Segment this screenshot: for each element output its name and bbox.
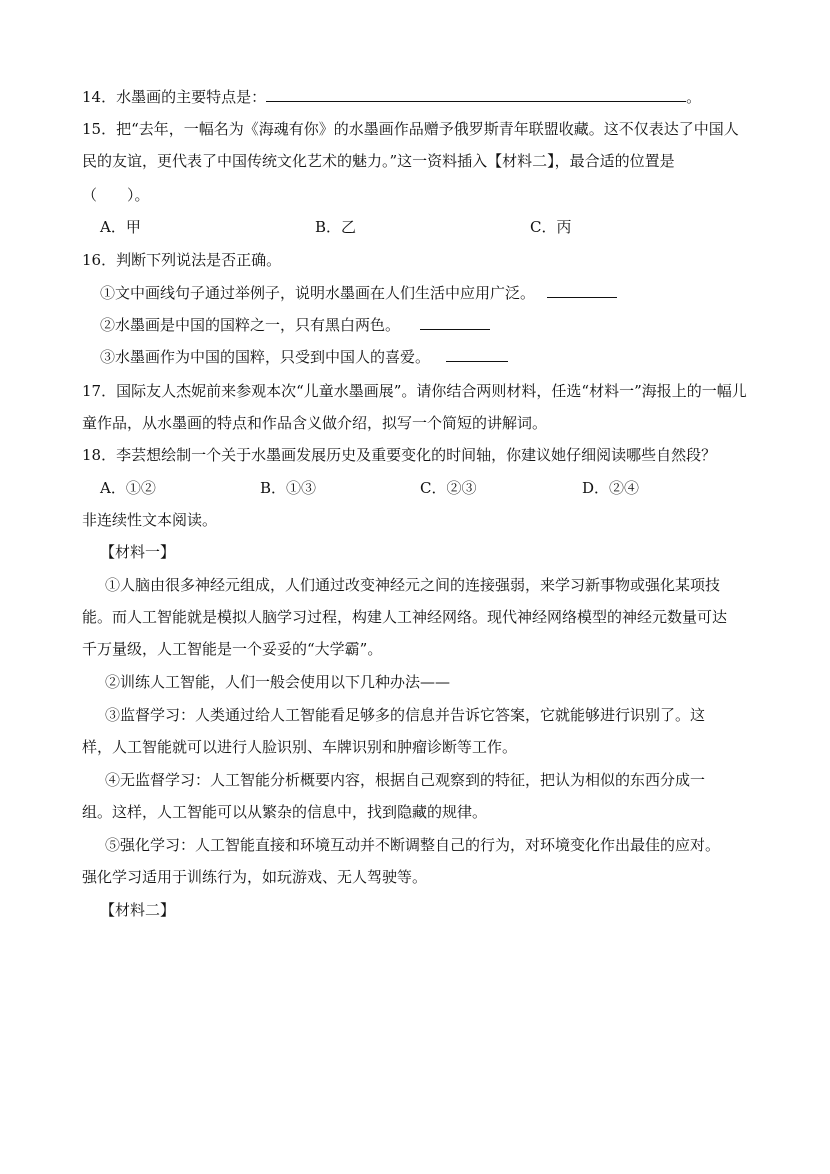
material-1-p1-line-3: 千万量级，人工智能是一个妥妥的“大学霸”。 (82, 640, 383, 658)
material-1-header: 【材料一】 (100, 543, 176, 561)
material-1-p3-line-1: ③监督学习：人类通过给人工智能看足够多的信息并告诉它答案，它就能够进行识别了。这 (105, 706, 706, 724)
material-1-p1-line-1: ①人脑由很多神经元组成，人们通过改变神经元之间的连接强弱，来学习新事物或强化某项技 (105, 576, 721, 594)
q16-item-3 (100, 346, 508, 368)
material-1-p5-line-1: ⑤强化学习：人工智能直接和环境互动并不断调整自己的行为，对环境变化作出最佳的应对。 (105, 836, 721, 854)
q18-option-d[interactable]: D．②④ (582, 479, 640, 497)
question-16-title: 16．判断下列说法是否正确。 (82, 251, 282, 269)
q16-item-1 (100, 282, 617, 304)
question-15-line-1: 15．把“去年，一幅名为《海魂有你》的水墨画作品赠予俄罗斯青年联盟收藏。这不仅表达了中国人 (82, 120, 739, 138)
material-1-p4-line-1: ④无监督学习：人工智能分析概要内容，根据自己观察到的特征，把认为相似的东西分成一 (105, 771, 706, 789)
material-1-p4-line-2: 组。这样，人工智能可以从繁杂的信息中，找到隐藏的规律。 (82, 803, 488, 821)
material-1-p2: ②训练人工智能，人们一般会使用以下几种办法—— (105, 673, 451, 691)
q18-option-c[interactable]: C．②③ (420, 479, 477, 497)
q18-option-a[interactable]: A．①② (100, 479, 156, 497)
material-1-p3-line-2: 样，人工智能就可以进行人脸识别、车牌识别和肿瘤诊断等工作。 (82, 738, 518, 756)
question-15-line-3: （ ）。 (82, 186, 150, 204)
answer-blank[interactable] (446, 347, 508, 362)
q16-item-1-text: ①文中画线句子通过举例子，说明水墨画在人们生活中应用广泛。 (100, 284, 536, 302)
material-1-p1-line-2: 能。而人工智能就是模拟人脑学习过程，构建人工神经网络。现代神经网络模型的神经元数量可达 (82, 608, 728, 626)
answer-blank[interactable] (420, 315, 490, 330)
material-2-header: 【材料二】 (100, 901, 176, 919)
q15-option-a[interactable]: A．甲 (100, 218, 141, 236)
question-14 (82, 86, 701, 108)
q16-item-3-text: ③水墨画作为中国的国粹，只受到中国人的喜爱。 (100, 348, 431, 366)
answer-blank[interactable] (266, 87, 686, 102)
section-title: 非连续性文本阅读。 (82, 511, 218, 529)
question-17-line-2: 童作品，从水墨画的特点和作品含义做介绍，拟写一个简短的讲解词。 (82, 414, 548, 432)
q15-option-c[interactable]: C．丙 (530, 218, 572, 236)
question-18-text: 18．李芸想绘制一个关于水墨画发展历史及重要变化的时间轴，你建议她仔细阅读哪些自然段？ (82, 446, 717, 464)
q16-item-2 (100, 314, 490, 336)
material-1-p5-line-2: 强化学习适用于训练行为，如玩游戏、无人驾驶等。 (82, 868, 428, 886)
q16-item-2-text: ②水墨画是中国的国粹之一，只有黑白两色。 (100, 316, 401, 334)
question-15-line-2: 民的友谊，更代表了中国传统文化艺术的魅力。”这一资料插入【材料二】，最合适的位置是 (82, 152, 675, 170)
q18-option-b[interactable]: B．①③ (260, 479, 317, 497)
answer-blank[interactable] (547, 283, 617, 298)
question-14-text: 14．水墨画的主要特点是： (82, 88, 267, 106)
question-14-end: 。 (686, 88, 702, 106)
question-17-line-1: 17．国际友人杰妮前来参观本次“儿童水墨画展”。请你结合两则材料，任选“材料一”海报上的一幅儿 (82, 382, 747, 400)
q15-option-b[interactable]: B．乙 (315, 218, 357, 236)
